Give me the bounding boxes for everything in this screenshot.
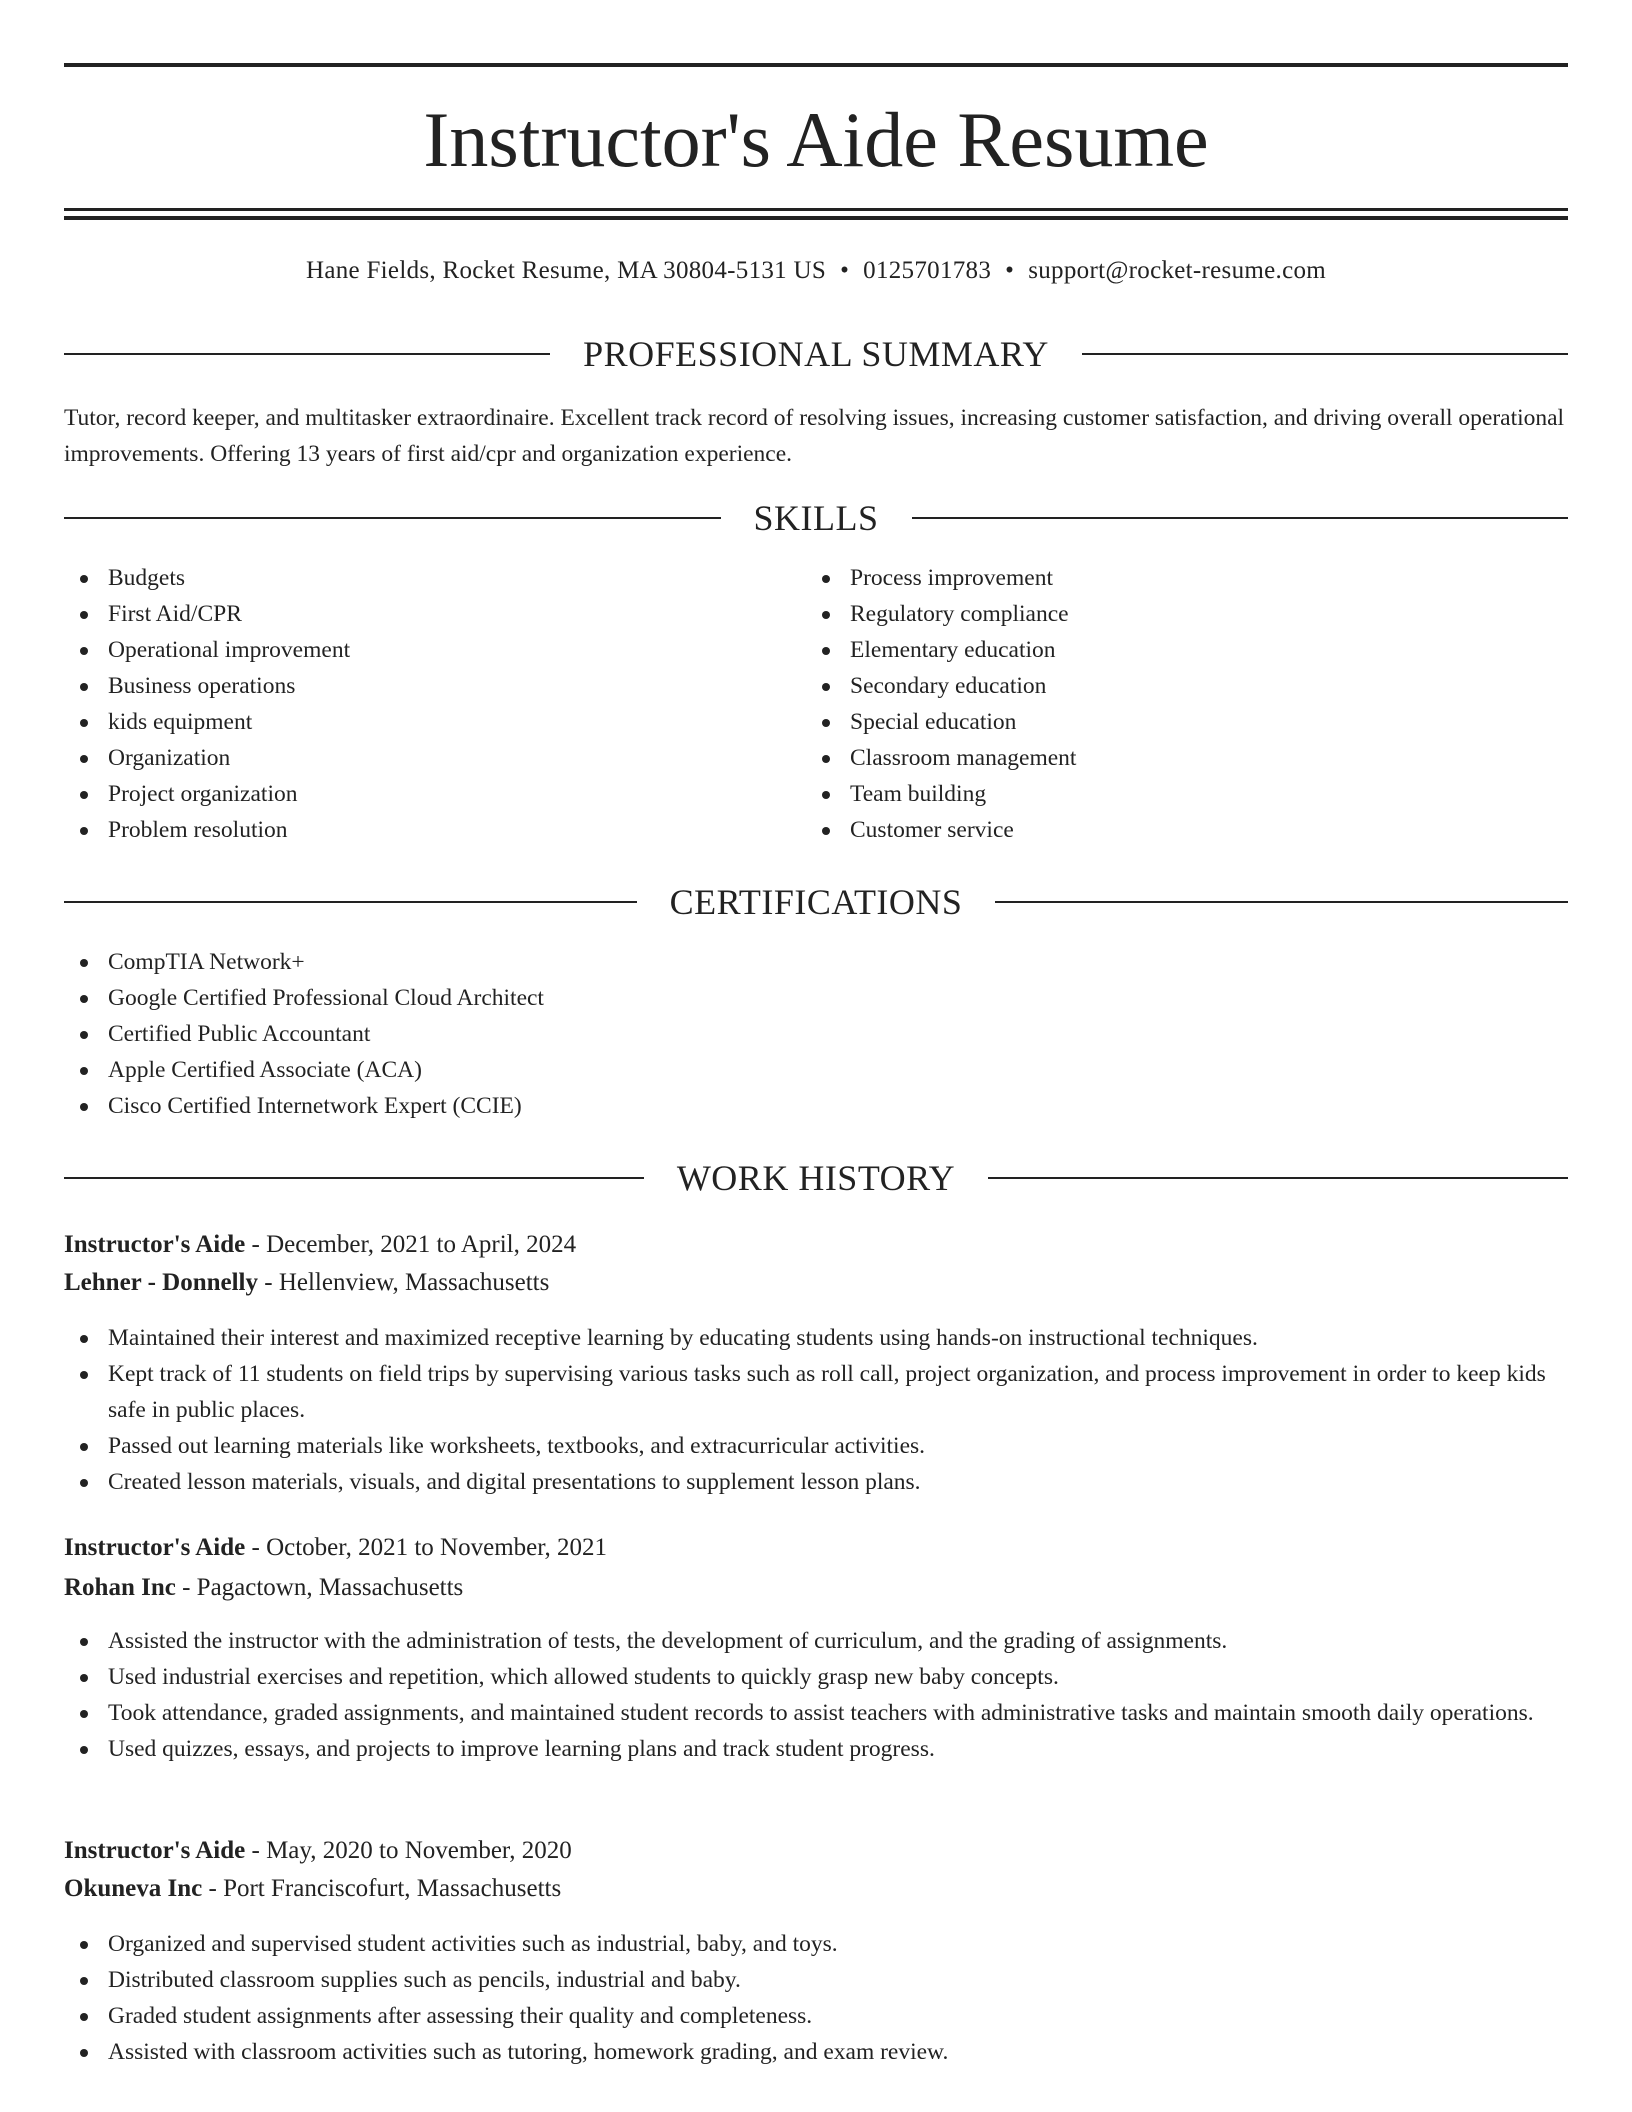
contact-line <box>64 253 1568 289</box>
job-location: Port Franciscofurt, Massachusetts <box>223 1875 562 1902</box>
certification-item: Cisco Certified Internetwork Expert (CCIE) <box>64 1088 1568 1124</box>
job-bullet: Used industrial exercises and repetition, which allowed students to quickly grasp new baby concepts. <box>64 1659 1568 1695</box>
skill-item: Classroom management <box>806 740 1546 776</box>
job-bullet: Kept track of 11 students on field trips by supervising various tasks such as roll call, project organization, and process improvement in order to keep kids safe in public places. <box>64 1356 1568 1428</box>
section-heading-certifications <box>64 880 1568 924</box>
job-bullets <box>64 1623 1568 1767</box>
skill-item: Customer service <box>806 812 1546 848</box>
job-company-line: Lehner - Donnelly - Hellenview, Massachusetts <box>64 1269 550 1296</box>
skill-item: kids equipment <box>64 704 804 740</box>
skill-item: First Aid/CPR <box>64 596 804 632</box>
job-dates: December, 2021 to April, 2024 <box>266 1231 577 1258</box>
top-rule <box>64 63 1568 67</box>
skill-item: Problem resolution <box>64 812 804 848</box>
skill-item: Operational improvement <box>64 632 804 668</box>
skill-item: Regulatory compliance <box>806 596 1546 632</box>
job-bullet: Graded student assignments after assessing their quality and completeness. <box>64 1998 1568 2034</box>
skill-item: Secondary education <box>806 668 1546 704</box>
contact-address: Hane Fields, Rocket Resume, MA 30804-5131 US <box>305 257 827 284</box>
job-company-line: Okuneva Inc - Port Franciscofurt, Massachusetts <box>64 1875 562 1902</box>
job-bullet: Took attendance, graded assignments, and maintained student records to assist teachers with administrative tasks and maintain smooth daily operations. <box>64 1695 1568 1731</box>
job-title-line: Instructor's Aide - December, 2021 to April, 2024 <box>64 1231 577 1258</box>
job-location: Hellenview, Massachusetts <box>278 1269 550 1296</box>
job-bullet: Created lesson materials, visuals, and digital presentations to supplement lesson plans. <box>64 1464 1568 1500</box>
certification-item: CompTIA Network+ <box>64 944 1568 980</box>
job-company: Lehner - Donnelly <box>64 1269 258 1296</box>
section-title: PROFESSIONAL SUMMARY <box>583 334 1049 374</box>
contact-separator: • <box>1005 257 1015 284</box>
job-bullet: Used quizzes, essays, and projects to improve learning plans and track student progress. <box>64 1731 1568 1767</box>
job-location: Pagactown, Massachusetts <box>196 1574 464 1601</box>
job-bullet: Passed out learning materials like worksheets, textbooks, and extracurricular activities. <box>64 1428 1568 1464</box>
contact-phone: 0125701783 <box>863 257 992 284</box>
job-title-line: Instructor's Aide - October, 2021 to November, 2021 <box>64 1534 608 1561</box>
skill-item: Project organization <box>64 776 804 812</box>
job-company-line: Rohan Inc - Pagactown, Massachusetts <box>64 1574 464 1601</box>
certifications-list <box>64 944 1568 1124</box>
title-double-rule <box>64 208 1568 220</box>
contact-email[interactable]: support@rocket-resume.com <box>1028 257 1327 284</box>
section-heading-summary <box>64 332 1568 376</box>
certification-item: Apple Certified Associate (ACA) <box>64 1052 1568 1088</box>
skill-item: Organization <box>64 740 804 776</box>
contact-separator: • <box>840 257 850 284</box>
skill-item: Team building <box>806 776 1546 812</box>
job-bullet: Maintained their interest and maximized receptive learning by educating students using hands-on instructional techniques. <box>64 1320 1568 1356</box>
skills-list-right <box>806 560 1546 848</box>
job-bullets <box>64 1320 1568 1500</box>
skill-item: Business operations <box>64 668 804 704</box>
resume-title: Instructor's Aide Resume <box>423 96 1209 183</box>
job-dates: October, 2021 to November, 2021 <box>266 1534 608 1561</box>
job-title: Instructor's Aide <box>64 1231 246 1258</box>
job-title: Instructor's Aide <box>64 1534 246 1561</box>
job-bullet: Assisted the instructor with the administration of tests, the development of curriculum, and the grading of assignments. <box>64 1623 1568 1659</box>
section-heading-skills <box>64 496 1568 540</box>
skills-list-left <box>64 560 804 848</box>
section-heading-work-history <box>64 1156 1568 1200</box>
section-title: CERTIFICATIONS <box>669 882 963 922</box>
job-bullet: Assisted with classroom activities such as tutoring, homework grading, and exam review. <box>64 2034 1568 2070</box>
summary-text: Tutor, record keeper, and multitasker extraordinaire. Excellent track record of resolving issues, increasing customer satisfaction, and driving overall operational improvements. Offering 13 years of first aid/cpr and organization experience. <box>64 405 1565 467</box>
skill-item: Elementary education <box>806 632 1546 668</box>
job-company: Rohan Inc <box>64 1574 176 1601</box>
job-title-line: Instructor's Aide - May, 2020 to November, 2020 <box>64 1837 572 1864</box>
job-bullet: Organized and supervised student activities such as industrial, baby, and toys. <box>64 1926 1568 1962</box>
section-title: SKILLS <box>753 498 879 538</box>
job-bullets <box>64 1926 1568 2070</box>
skill-item: Process improvement <box>806 560 1546 596</box>
job-dates: May, 2020 to November, 2020 <box>266 1837 572 1864</box>
skill-item: Budgets <box>64 560 804 596</box>
job-bullet: Distributed classroom supplies such as pencils, industrial and baby. <box>64 1962 1568 1998</box>
certification-item: Certified Public Accountant <box>64 1016 1568 1052</box>
certification-item: Google Certified Professional Cloud Architect <box>64 980 1568 1016</box>
section-title: WORK HISTORY <box>676 1158 956 1198</box>
skill-item: Special education <box>806 704 1546 740</box>
job-company: Okuneva Inc <box>64 1875 203 1902</box>
job-title: Instructor's Aide <box>64 1837 246 1864</box>
